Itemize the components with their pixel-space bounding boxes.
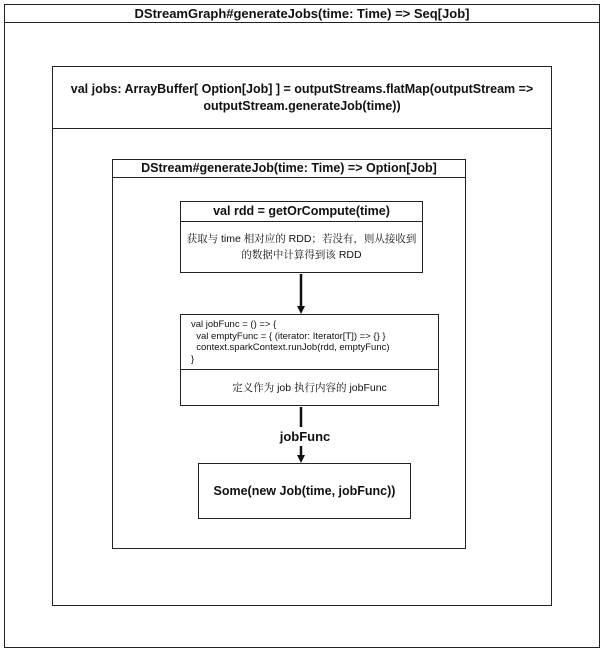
- get-or-compute-title: val rdd = getOrCompute(time): [181, 202, 422, 222]
- some-job-label: Some(new Job(time, jobFunc)): [213, 484, 396, 498]
- flatmap-header-line1: val jobs: ArrayBuffer[ Option[Job] ] = outputStreams.flatMap(outputStream =>: [70, 81, 534, 96]
- job-func-code-line3: context.sparkContext.runJob(rdd, emptyFunc): [191, 342, 390, 353]
- job-func-edge-label: jobFunc: [279, 429, 331, 444]
- generate-jobs-title: DStreamGraph#generateJobs(time: Time) => Seq[Job]: [5, 5, 599, 23]
- flatmap-header-line2: outputStream.generateJob(time)): [203, 98, 401, 113]
- generate-job-title: DStream#generateJob(time: Time) => Option[Job]: [113, 160, 465, 178]
- job-func-description: 定义作为 job 执行内容的 jobFunc: [232, 382, 387, 394]
- job-func-code-line4: }: [191, 353, 195, 365]
- job-func-code-line1: val jobFunc = () => {: [191, 319, 277, 330]
- job-func-code-line2: val emptyFunc = { (iterator: Iterator[T]) => {} }: [191, 330, 386, 342]
- get-or-compute-desc-line1: 获取与 time 相对应的 RDD；若没有，则从接收到: [186, 233, 417, 245]
- get-or-compute-desc-line2: 的数据中计算得到该 RDD: [241, 249, 362, 261]
